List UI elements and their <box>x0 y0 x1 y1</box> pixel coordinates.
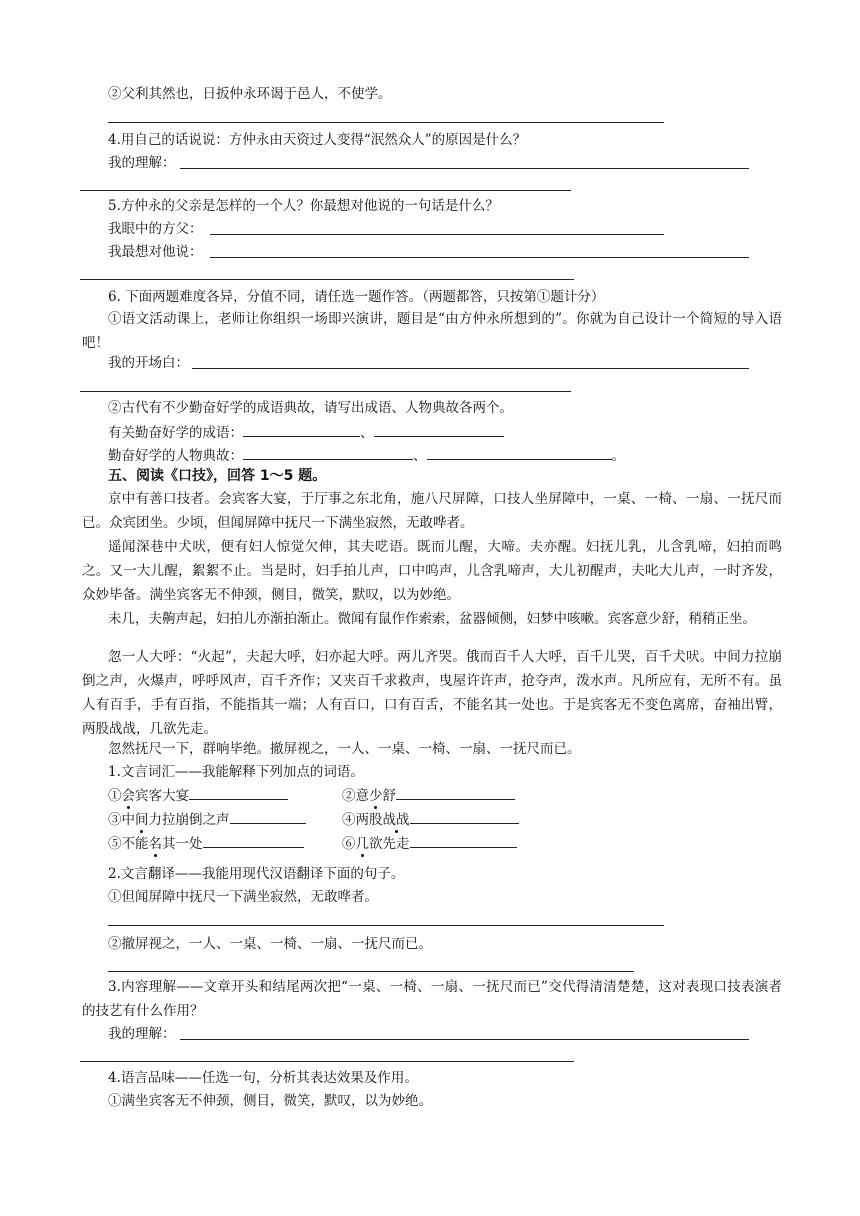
question-2: 2.文言翻译——我能用现代汉语翻译下面的句子。 <box>108 866 405 882</box>
passage-paragraph-5: 忽然抚尺一下，群响毕绝。撤屏视之，一人、一桌、一椅、一扇、一抚尺而已。 <box>108 741 581 757</box>
translation-sentence-2: ②撤屏视之，一人、一桌、一椅、一扇、一抚尺而已。 <box>108 936 432 952</box>
idiom-row <box>108 422 504 443</box>
answer-label: 我眼中的方父： <box>108 221 203 237</box>
answer-label: 勤奋好学的人物典故： <box>108 448 243 464</box>
person-blank-2[interactable] <box>427 445 612 460</box>
analysis-sentence-1: ①满坐宾客无不伸颈，侧目，微笑，默叹，以为妙绝。 <box>108 1093 432 1109</box>
vocab-blank[interactable] <box>230 809 306 824</box>
vocab-item-4: ④两股战战 <box>342 809 519 830</box>
answer-line[interactable] <box>80 190 571 191</box>
translation-sentence-1: ①但闻屏障中抚尺一下满坐寂然，无敢哗者。 <box>108 889 378 905</box>
question-4-language: 4.语言品味——任选一句，分析其表达效果及作用。 <box>108 1070 418 1086</box>
question-6-option-1: ①语文活动课上，老师让你组织一场即兴演讲，题目是“由方仲永所想到的”。你就为自己设计一个简短的导入语吧！ <box>82 311 782 351</box>
vocab-item-3: ③中间力拉崩倒之声 <box>108 809 306 830</box>
vocab-blank[interactable] <box>396 785 515 800</box>
dotted-word: 会 <box>121 788 135 804</box>
answer-line[interactable] <box>80 391 571 392</box>
person-row <box>108 445 625 466</box>
person-blank-1[interactable] <box>243 445 413 460</box>
separator: 、 <box>413 448 427 464</box>
vocab-blank[interactable] <box>410 833 517 848</box>
question-4: 4.用自己的话说说：方仲永由天资过人变得“泯然众人”的原因是什么？ <box>108 132 527 148</box>
question-6: 6. 下面两题难度各异，分值不同，请任选一题作答。（两题都答，只按第①题计分） <box>108 289 605 305</box>
period: 。 <box>611 448 625 464</box>
answer-label: 有关勤奋好学的成语： <box>108 425 243 441</box>
dotted-word: 少 <box>369 788 383 804</box>
passage-paragraph-1: 京中有善口技者。会宾客大宴，于厅事之东北角，施八尺屏障，口技人坐屏障中，一桌、一椅、一扇、一抚尺而已。众宾团坐。少顷，但闻屏障中抚尺一下满坐寂然，无敢哗者。 <box>82 491 782 531</box>
vocab-blank[interactable] <box>203 833 304 848</box>
dotted-word: 名 <box>148 836 162 852</box>
answer-line[interactable] <box>180 168 749 169</box>
answer-line[interactable] <box>180 1039 749 1040</box>
answer-label: 我的开场白： <box>108 355 189 371</box>
vocab-item-2: ②意少舒 <box>342 785 515 806</box>
passage-paragraph-4: 忽一人大呼：“火起”，夫起大呼，妇亦起大呼。两儿齐哭。俄而百千人大呼，百千儿哭，百千犬吠。中间力拉崩倒之声，火爆声，呼呼风声，百千齐作；又夹百千求救声，曳屋许许声，抢夺声，泼水声。凡所应有，无所不有。虽人有百手，手有百指，不能指其一端；人有百口，口有百舌，不能名其一处也。于是宾客无不变色离席，奋袖出臂，两股战战，几欲先走。 <box>82 649 782 737</box>
question-1: 1.文言词汇——我能解释下列加点的词语。 <box>108 764 364 780</box>
passage-paragraph-3: 未几，夫齁声起，妇拍儿亦渐拍渐止。微闻有鼠作作索索，盆器倾侧，妇梦中咳嗽。宾客意少舒，稍稍正坐。 <box>108 611 756 627</box>
answer-label: 我最想对他说： <box>108 244 203 260</box>
vocab-blank[interactable] <box>189 785 288 800</box>
answer-line[interactable] <box>80 1061 574 1062</box>
dotted-word: 战战 <box>382 812 410 828</box>
answer-line[interactable] <box>108 122 664 123</box>
vocab-item-6: ⑥几欲先走 <box>342 833 517 854</box>
vocab-blank[interactable] <box>410 809 519 824</box>
answer-label: 我的理解： <box>108 155 176 171</box>
answer-line[interactable] <box>108 971 634 972</box>
section-title: 五、阅读《口技》，回答 1～5 题。 <box>108 468 327 484</box>
dotted-word: 几 <box>355 836 369 852</box>
answer-line[interactable] <box>108 925 664 926</box>
separator: 、 <box>360 425 374 441</box>
question-3: 3.内容理解——文章开头和结尾两次把“一桌、一椅、一扇、一抚尺而已”交代得清清楚楚，这对表现口技表演者的技艺有什么作用？ <box>82 979 782 1019</box>
answer-line[interactable] <box>210 234 664 235</box>
answer-line[interactable] <box>210 257 749 258</box>
answer-label: 我的理解： <box>108 1026 176 1042</box>
question-5: 5.方仲永的父亲是怎样的一个人？你最想对他说的一句话是什么？ <box>108 198 499 214</box>
idiom-blank-1[interactable] <box>243 422 360 437</box>
text-line: ②父利其然也，日扳仲永环谒于邑人，不使学。 <box>108 86 392 102</box>
idiom-blank-2[interactable] <box>374 422 504 437</box>
answer-line[interactable] <box>192 368 749 369</box>
passage-paragraph-2: 遥闻深巷中犬吠，便有妇人惊觉欠伸，其夫呓语。既而儿醒，大啼。夫亦醒。妇抚儿乳，儿含乳啼，妇拍而鸣之。又一大儿醒，絮絮不止。当是时，妇手拍儿声，口中呜声，儿含乳啼声，大儿初醒声，夫叱大儿声，一时齐发，众妙毕备。满坐宾客无不伸颈，侧目，微笑，默叹，以为妙绝。 <box>82 539 782 603</box>
vocab-item-5: ⑤不能名其一处 <box>108 833 304 854</box>
answer-line[interactable] <box>80 279 574 280</box>
vocab-item-1: ①会宾客大宴 <box>108 785 288 806</box>
dotted-word: 间 <box>135 812 149 828</box>
question-6-option-2: ②古代有不少勤奋好学的成语典故，请写出成语、人物典故各两个。 <box>108 400 513 416</box>
